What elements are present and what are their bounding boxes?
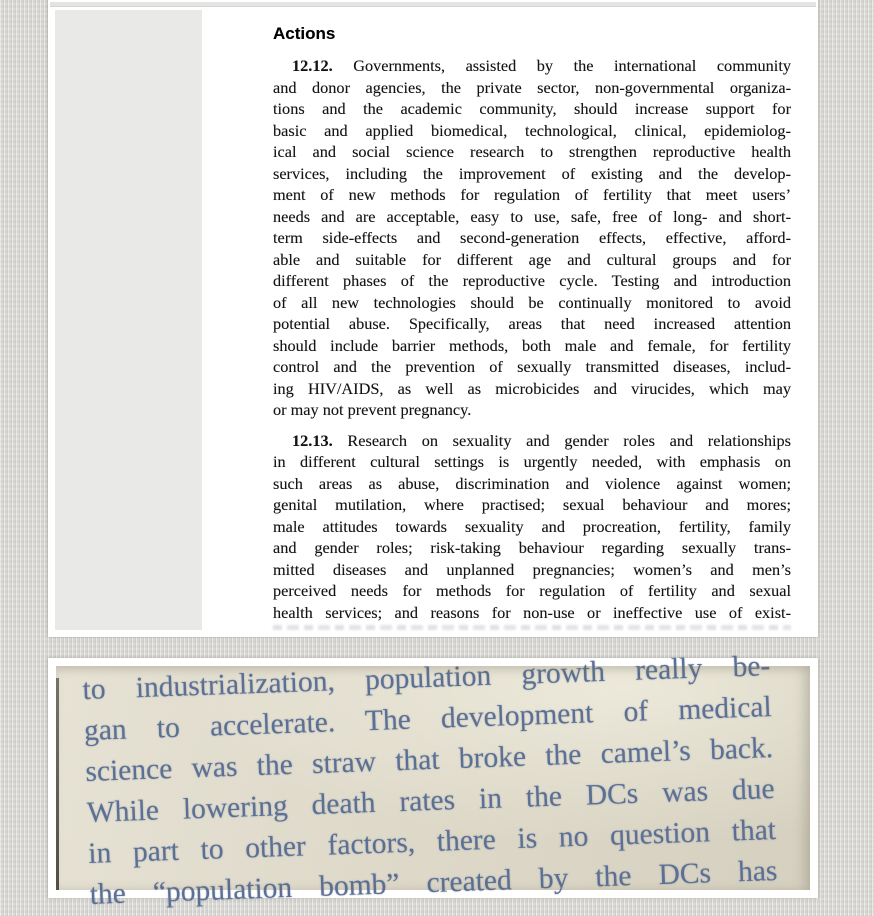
text-line: basic and applied biomedical, technological, clinical, epidemiolog-: [273, 120, 791, 140]
paragraph-number: 12.12.: [292, 56, 333, 75]
book-text-block: [82, 646, 778, 916]
clipped-line-artifact: [273, 625, 791, 630]
text-line: should include barrier methods, both male and female, for fertility: [273, 335, 791, 355]
paragraph-body-lines: [273, 77, 791, 400]
text-line: the “population bomb” created by the DCs has: [89, 854, 778, 911]
text-line: tions and the academic community, should increase support for: [273, 99, 791, 118]
paragraph-last-line: or may not prevent pregnancy.: [273, 400, 472, 419]
text-line: of all new technologies should be continually monitored to avoid: [273, 292, 791, 312]
section-heading: Actions: [273, 24, 336, 43]
text-line: ing HIV/AIDS, as well as microbicides and virucides, which may: [273, 378, 791, 398]
paragraph-first-line: [273, 55, 791, 77]
text-line: different phases of the reproductive cycle. Testing and introduction: [273, 271, 791, 290]
paragraph-first-line-text: Research on sexuality and gender roles and relationships: [347, 430, 791, 450]
text-line: to industrialization, population growth really be-: [82, 650, 771, 707]
paragraph-number: 12.13.: [292, 430, 333, 450]
text-line: ical and social science research to strengthen reproductive health: [273, 142, 791, 161]
document-text-column: [273, 24, 791, 630]
text-line: control and the prevention of sexually transmitted diseases, includ-: [273, 357, 791, 376]
text-line: needs and are acceptable, easy to use, safe, free of long- and short-: [273, 206, 791, 226]
text-line: and gender roles; risk-taking behaviour regarding sexually trans-: [273, 538, 791, 557]
text-line: health services; and reasons for non-use or ineffective use of exist-: [273, 602, 791, 622]
text-line: able and suitable for different age and cultural groups and for: [273, 249, 791, 269]
paragraph-first-line-text: Governments, assisted by the international community: [353, 56, 791, 75]
text-line: perceived needs for methods for regulation of fertility and sexual: [273, 581, 791, 600]
page-left-margin-area: [55, 10, 202, 630]
text-line: such areas as abuse, discrimination and violence against women;: [273, 473, 791, 493]
text-line: gan to accelerate. The development of medical: [83, 691, 773, 748]
text-line: mitted diseases and unplanned pregnancies; women’s and men’s: [273, 559, 791, 579]
paragraph-12-12: [273, 55, 791, 421]
paragraph-body-lines: [273, 451, 791, 623]
photo-dark-edge: [56, 678, 59, 890]
text-line: While lowering death rates in the DCs was due: [86, 772, 776, 829]
text-line: genital mutilation, where practised; sexual behaviour and mores;: [273, 495, 791, 514]
text-line: potential abuse. Specifically, areas that need increased attention: [273, 314, 791, 333]
page-separator-line: [50, 2, 816, 7]
text-line: services, including the improvement of existing and the develop-: [273, 163, 791, 183]
text-line: science was the straw that broke the camel’s back.: [84, 732, 774, 789]
scanned-document-page: [48, 0, 818, 637]
photographed-book-page: [56, 650, 810, 911]
text-line: male attitudes towards sexuality and procreation, fertility, family: [273, 516, 791, 536]
text-line: and donor agencies, the private sector, non-governmental organiza-: [273, 77, 791, 97]
book-photo-card: [48, 650, 818, 911]
text-line: in part to other factors, there is no question that: [87, 813, 777, 870]
paragraph-12-13: [273, 430, 791, 631]
paragraph-first-line: [273, 430, 791, 452]
text-line: term side-effects and second-generation effects, effective, afford-: [273, 228, 791, 247]
text-line: ment of new methods for regulation of fertility that meet users’: [273, 185, 791, 204]
text-line: in different cultural settings is urgently needed, with emphasis on: [273, 452, 791, 471]
